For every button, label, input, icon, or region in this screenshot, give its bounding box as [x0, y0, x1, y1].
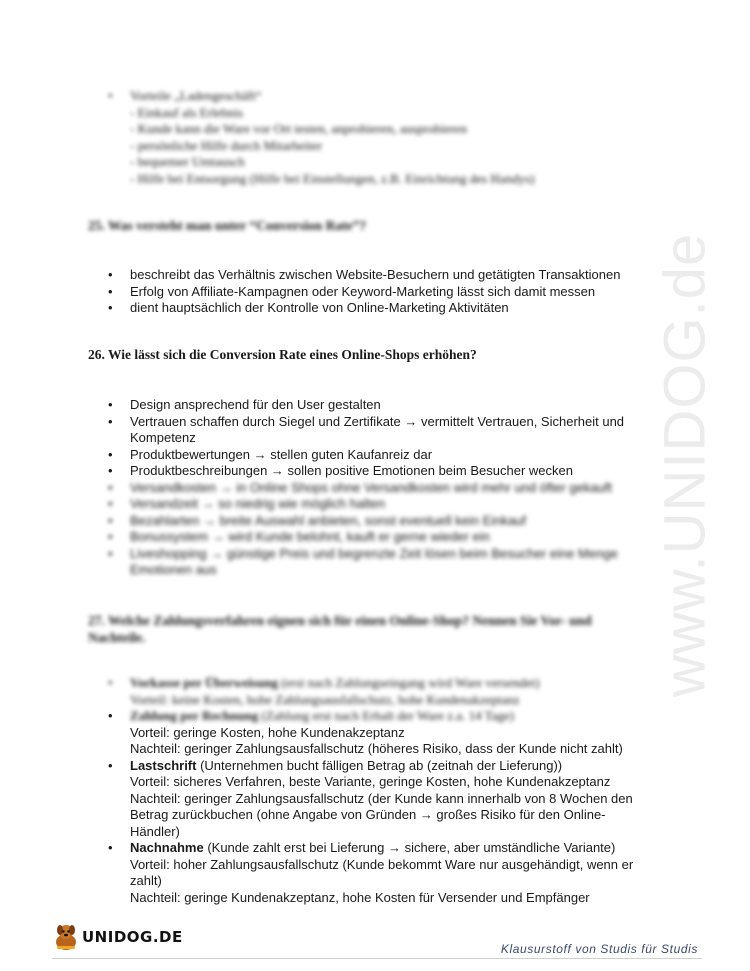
sub-item: - Kunde kann die Ware vor Ort testen, anprobieren, ausprobieren [130, 121, 467, 136]
list-item-head: • Vorteile „Ladengeschäft“ [130, 88, 262, 103]
list-item [130, 758, 650, 841]
logo-text: UNIDOG.DE [82, 928, 183, 946]
payment-line: Vorteil: hoher Zahlungsausfallschutz (Kunde bekommt Ware nur ausgehändigt, wenn er zahlt) [130, 856, 634, 888]
payment-line: Nachteil: geringer Zahlungsausfallschutz (der Kunde kann innerhalb von 8 Wochen den Betrag zurückbuchen (ohne Angabe von Gründen → großes Risiko für den Online-Händler) [130, 790, 633, 839]
payment-desc: (Unternehmen bucht fälligen Betrag ab (zeitnah der Lieferung)) [196, 757, 563, 773]
payment-desc: (Kunde zahlt erst bei Lieferung → sichere, aber umständliche Variante) [203, 840, 616, 855]
section-ladengeschaeft [130, 88, 650, 187]
list-item: • Liveshopping → günstige Preis und begrenzte Zeit lösen beim Besucher eine Menge Emotionen aus [130, 546, 650, 579]
list-item: • Design ansprechend für den User gestalten [130, 397, 650, 414]
footer-tagline: Klausurstoff von Studis für Studis [500, 942, 698, 956]
dog-icon [52, 922, 80, 952]
payment-desc: (Zahlung erst nach Erhalt der Ware z.a. 14 Tage) [258, 708, 515, 723]
list-item: • Bonussystem → wird Kunde belohnt, kauft er gerne wieder ein [130, 529, 650, 546]
question-26-title: 26. Wie lässt sich die Conversion Rate eines Online-Shops erhöhen? [88, 347, 477, 362]
question-27-title: 27. Welche Zahlungsverfahren eignen sich für einen Online-Shop? Nennen Sie Vor- und Nachteile. [88, 613, 592, 645]
footer-divider [52, 958, 702, 959]
list-item [130, 708, 650, 758]
sub-item: - Hilfe bei Entsorgung (Hilfe bei Einstellungen, z.B. Einrichtung des Handys) [130, 170, 535, 186]
list-item [130, 675, 650, 708]
answer-27 [130, 675, 650, 906]
list-item: • Versandzeit → so niedrig wie möglich halten [130, 496, 650, 513]
payment-line: Nachteil: geringer Zahlungsausfallschutz (höheres Risiko, dass der Kunde nicht zahlt) [130, 741, 623, 756]
list-item: • beschreibt das Verhältnis zwischen Website-Besuchern und getätigten Transaktionen [130, 267, 650, 284]
unidog-logo[interactable] [52, 922, 183, 952]
payment-line: Vorteil: geringe Kosten, hohe Kundenakzeptanz [130, 724, 405, 740]
list-item: • dient hauptsächlich der Kontrolle von Online-Marketing Aktivitäten [130, 300, 650, 317]
payment-term: Zahlung per Rechnung [130, 708, 259, 723]
payment-term: Lastschrift [130, 757, 197, 773]
list-item [130, 840, 650, 906]
watermark: www.UNIDOG.de [652, 232, 718, 698]
sub-item: - Einkauf als Erlebnis [130, 104, 243, 120]
answer-26 [130, 397, 650, 579]
sub-item: - bequemer Umtausch [130, 154, 245, 169]
payment-line: Nachteil: geringe Kundenakzeptanz, hohe Kosten für Versender und Empfänger [130, 889, 590, 905]
list-item: • Vertrauen schaffen durch Siegel und Zertifikate → vermittelt Vertrauen, Sicherheit und Kompetenz [130, 414, 650, 447]
payment-line: Vorteil: keine Kosten, hohe Zahlungsausfallschutz, hohe Kundenakzeptanz [130, 691, 520, 707]
payment-desc: (erst nach Zahlungseingang wird Ware versendet) [278, 675, 540, 690]
list-item: • Bezahlarten → breite Auswahl anbieten, sonst eventuell kein Einkauf [130, 513, 650, 530]
question-25-title: 25. Was versteht man unter “Conversion Rate”? [88, 218, 367, 233]
payment-term: Nachnahme [130, 840, 204, 855]
list-item [130, 88, 650, 187]
answer-25 [130, 267, 650, 317]
list-item: • Produktbeschreibungen → sollen positive Emotionen beim Besucher wecken [130, 463, 650, 480]
list-item: • Produktbewertungen → stellen guten Kaufanreiz dar [130, 447, 650, 464]
payment-line: Vorteil: sicheres Verfahren, beste Variante, geringe Kosten, hohe Kundenakzeptanz [130, 774, 611, 789]
list-item: • Erfolg von Affiliate-Kampagnen oder Keyword-Marketing lässt sich damit messen [130, 284, 650, 301]
list-item: • Versandkosten → in Online Shops ohne Versandkosten wird mehr und öfter gekauft [130, 480, 650, 497]
payment-term: Vorkasse per Überweisung [130, 675, 279, 690]
sub-item: - persönliche Hilfe durch Mitarbeiter [130, 137, 323, 153]
